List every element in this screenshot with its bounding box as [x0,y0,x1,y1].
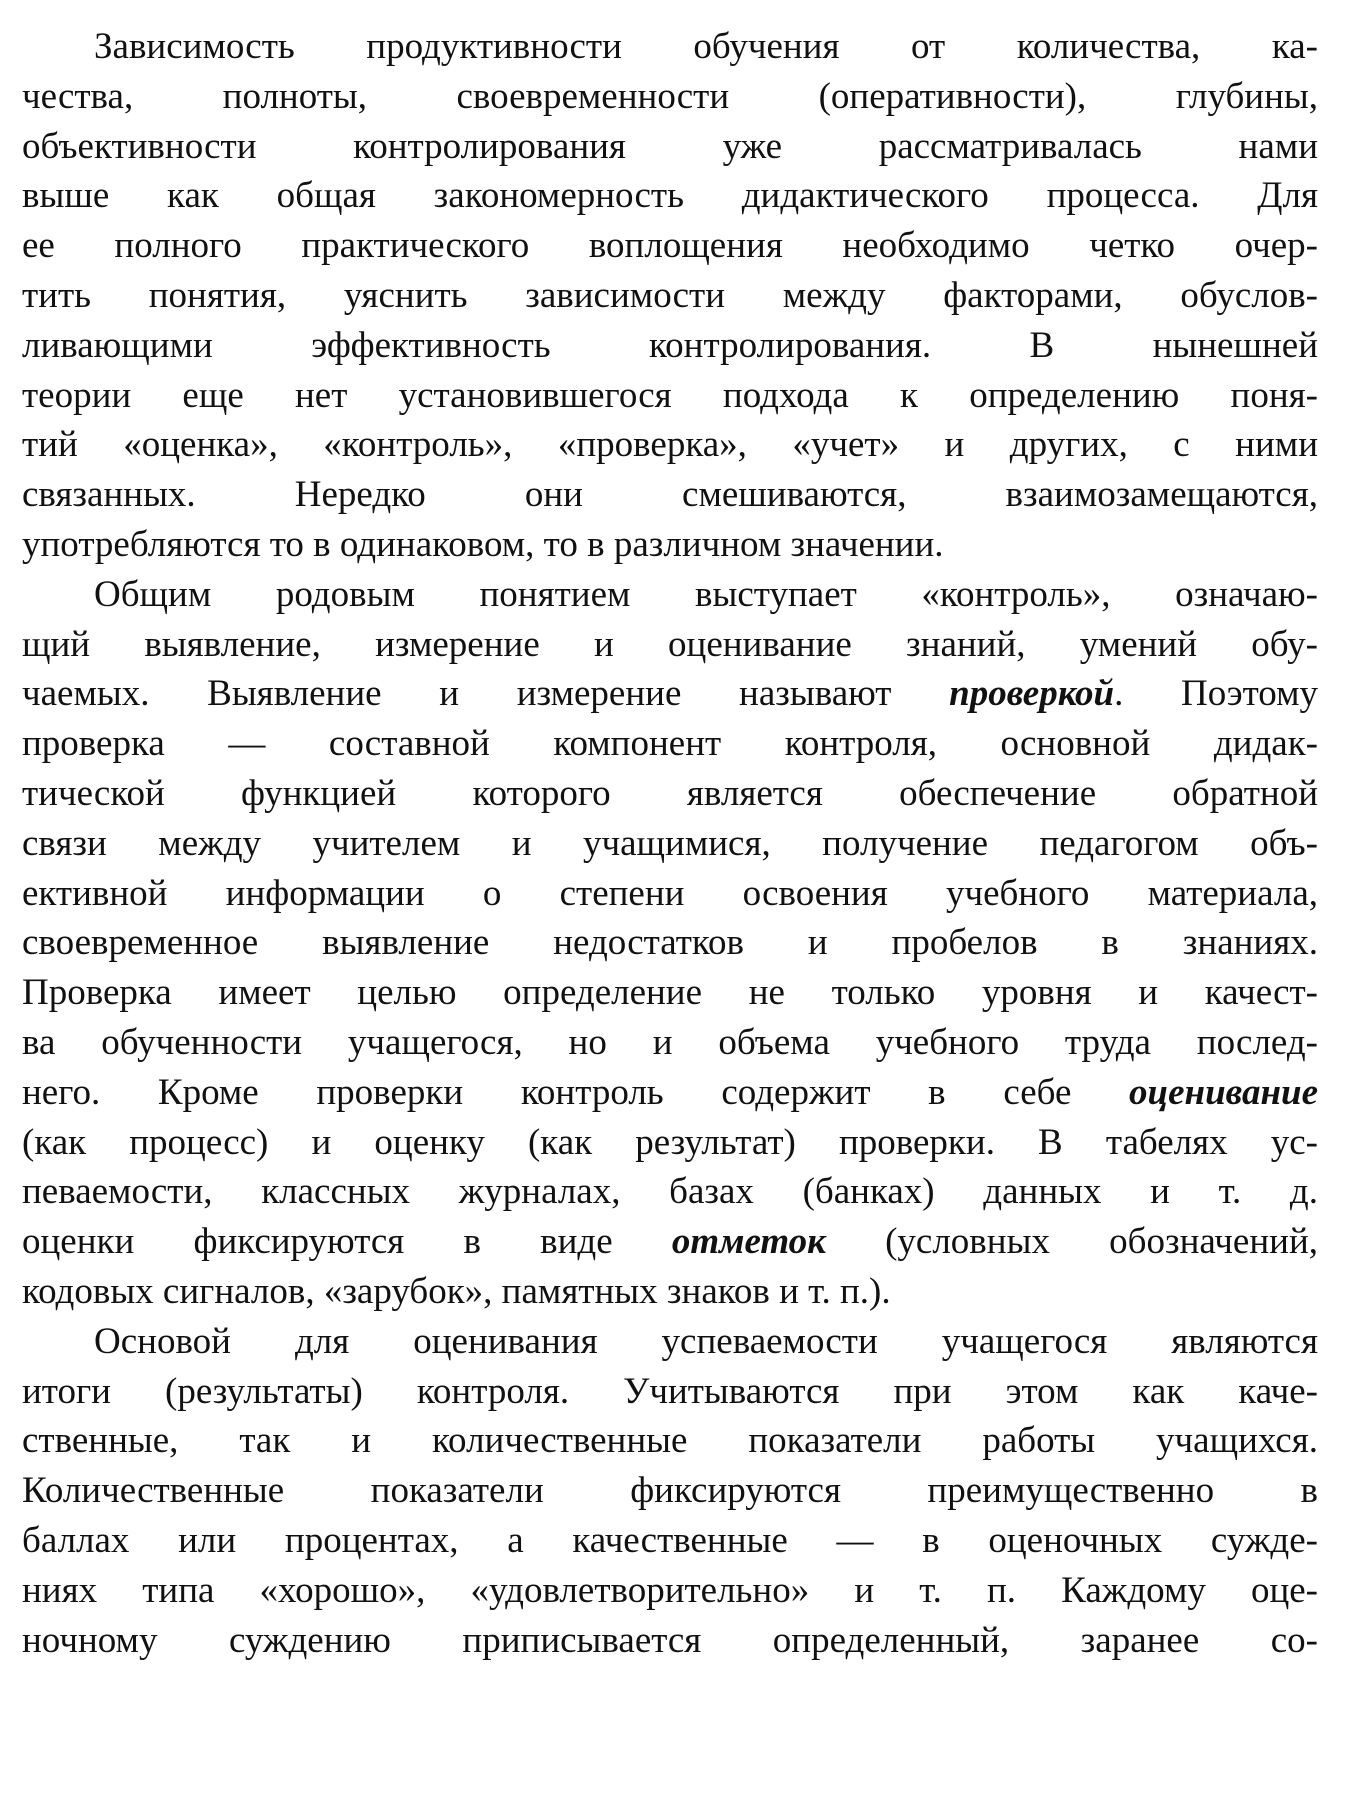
text-line [22,321,1318,371]
text-line [22,1118,1318,1168]
emphasized-term: отметок [671,1221,826,1263]
text-line [22,769,1318,819]
text-line [22,669,1318,719]
text-line [22,968,1318,1018]
text-run: выше как общая закономерность дидактического процесса. Для [22,175,1318,217]
text-line [22,1566,1318,1616]
text-line [22,1018,1318,1068]
text-run: чаемых. Выявление и измерение называют [22,673,950,715]
text-line [22,221,1318,271]
text-line [22,1516,1318,1566]
text-line [22,371,1318,421]
text-line [22,72,1318,122]
text-run: тической функцией которого является обеспечение обратной [22,772,1318,814]
text-run: объективности контролирования уже рассматривалась нами [22,125,1318,167]
emphasized-term: проверкой [949,673,1115,715]
text-run: баллах или процентах, а качественные — в оценочных сужде- [22,1519,1318,1561]
text-run: употребляются то в одинаковом, то в различном значении. [22,523,944,565]
text-line [22,620,1318,670]
text-run: оценки фиксируются в виде [22,1221,672,1263]
emphasized-term: оценивание [1129,1071,1318,1113]
text-run: связи между учителем и учащимися, получение педагогом объ- [22,822,1318,864]
text-run: . Поэтому [1114,673,1318,715]
text-run: Проверка имеет целью определение не только уровня и качест- [22,972,1318,1014]
text-line [22,1317,1318,1367]
text-line [22,1267,1318,1317]
text-line [22,1167,1318,1217]
text-run: ночному суждению приписывается определенный, заранее со- [22,1619,1318,1661]
text-line [22,819,1318,869]
text-run: кодовых сигналов, «зарубок», памятных знаков и т. п.). [22,1270,891,1312]
text-line [22,470,1318,520]
text-line [22,420,1318,470]
text-line [22,1466,1318,1516]
text-run: ективной информации о степени освоения учебного материала, [22,872,1318,914]
text-line [22,271,1318,321]
text-line [22,171,1318,221]
text-line [22,22,1318,72]
text-run: Количественные показатели фиксируются преимущественно в [22,1470,1318,1512]
text-line [22,122,1318,172]
text-run: связанных. Нередко они смешиваются, взаимозамещаются, [22,474,1318,516]
text-line [22,1068,1318,1118]
text-run: щий выявление, измерение и оценивание знаний, умений обу- [22,623,1318,665]
text-run: ственные, так и количественные показатели работы учащихся. [22,1420,1318,1462]
text-line [22,520,1318,570]
document-page [22,22,1318,1782]
text-run: (как процесс) и оценку (как результат) проверки. В табелях ус- [22,1121,1318,1163]
text-run: ливающими эффективность контролирования. В нынешней [22,324,1318,366]
text-run: певаемости, классных журналах, базах (банках) данных и т. д. [22,1171,1318,1213]
text-run: Зависимость продуктивности обучения от количества, ка- [94,26,1318,67]
text-run: ниях типа «хорошо», «удовлетворительно» и т. п. Каждому оце- [22,1569,1318,1611]
text-line [22,1616,1318,1666]
text-run: (условных обозначений, [825,1221,1318,1263]
text-line [22,1367,1318,1417]
text-run: него. Кроме проверки контроль содержит в себе [22,1071,1130,1113]
text-run: проверка — составной компонент контроля, основной дидак- [22,723,1318,765]
text-run: тить понятия, уяснить зависимости между факторами, обуслов- [22,274,1318,316]
text-run: Общим родовым понятием выступает «контроль», означаю- [94,573,1318,615]
text-line [22,1416,1318,1466]
text-line [22,869,1318,919]
text-run: Основой для оценивания успеваемости учащегося являются [94,1320,1318,1362]
text-run: теории еще нет установившегося подхода к определению поня- [22,374,1318,416]
text-line [22,570,1318,620]
text-run: чества, полноты, своевременности (оперативности), глубины, [22,75,1318,117]
text-line [22,1217,1318,1267]
text-run: ва обученности учащегося, но и объема учебного труда послед- [22,1021,1318,1063]
text-line [22,719,1318,769]
text-run: тий «оценка», «контроль», «проверка», «учет» и других, с ними [22,424,1318,466]
text-run: итоги (результаты) контроля. Учитываются при этом как каче- [22,1370,1318,1412]
text-run: ее полного практического воплощения необходимо четко очер- [22,225,1318,267]
text-line [22,918,1318,968]
text-run: своевременное выявление недостатков и пробелов в знаниях. [22,922,1318,964]
